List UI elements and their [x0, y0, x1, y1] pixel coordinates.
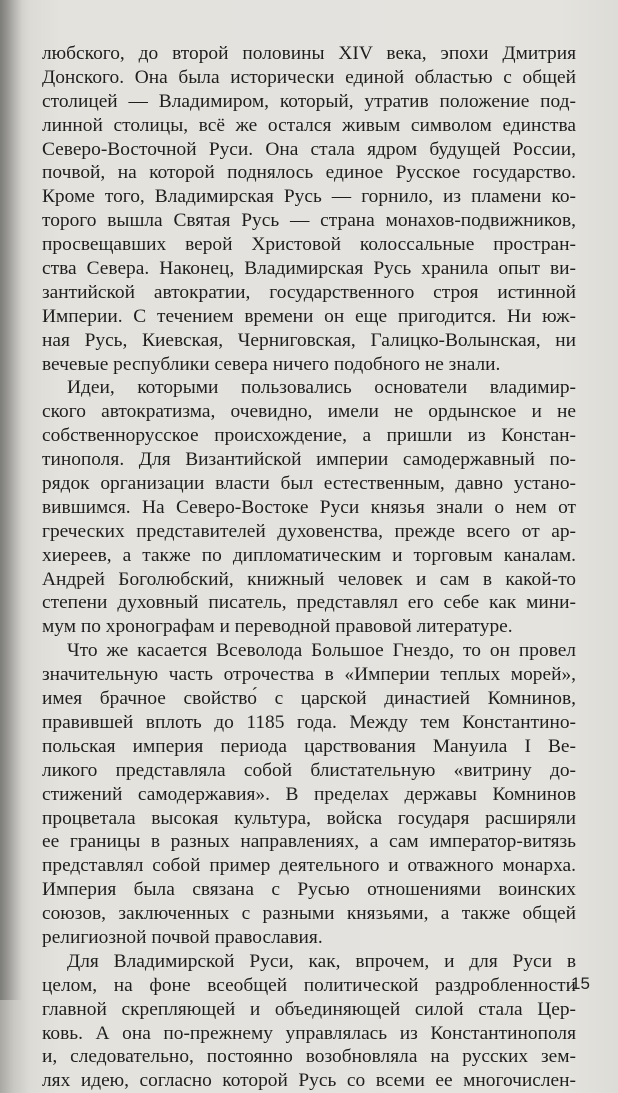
text-line: лях идею, согласно которой Русь со всеми ее многочислен-	[42, 1070, 576, 1092]
text-line: любского, до второй половины XIV века, эпохи Дмитрия	[42, 43, 576, 64]
text-line: вившимся. На Северо-Востоке Руси князья знали о нем от	[42, 496, 576, 518]
text-line: ского автократизма, очевидно, имели не ордынское и не	[42, 401, 576, 423]
text-line: союзов, заключенных с разными князьями, а также общей	[42, 903, 576, 925]
book-gutter-shadow	[0, 0, 22, 1000]
text-line: ная Русь, Киевская, Черниговская, Галицко-Волынская, ни	[42, 329, 576, 351]
text-line: главной скрепляющей и объединяющей силой стала Цер-	[42, 998, 576, 1020]
text-line: Идеи, которыми пользовались основатели владимир-	[67, 377, 576, 399]
text-line: целом, на фоне всеобщей политической раздробленности	[42, 974, 576, 996]
text-line: Северо-Восточной Руси. Она стала ядром будущей России,	[42, 138, 576, 160]
text-line: Донского. Она была исторически единой областью с общей	[42, 66, 576, 88]
text-line: торого вышла Святая Русь — страна монахов-подвижников,	[42, 210, 576, 232]
text-line: вечевые республики севера ничего подобного не знали.	[42, 353, 501, 375]
text-line: стижений самодержавия». В пределах державы Комнинов	[42, 783, 576, 805]
text-line: линной столицы, всё же остался живым символом единства	[42, 114, 576, 136]
text-line: правившей вплоть до 1185 года. Между тем Константино-	[42, 711, 576, 733]
text-line: столицей — Владимиром, который, утратив положение под-	[42, 90, 576, 112]
text-line: представлял собой пример деятельного и отважного монарха.	[42, 855, 576, 877]
page-body-text	[42, 42, 576, 1093]
text-line: ее границы в разных направлениях, а сам император-витязь	[42, 831, 576, 853]
text-line: польская империя периода царствования Мануила I Ве-	[42, 735, 576, 757]
text-line: Кроме того, Владимирская Русь — горнило, из пламени ко-	[42, 186, 576, 208]
text-line: мум по хронографам и переводной правовой литературе.	[42, 616, 513, 638]
text-line: Что же касается Всеволода Большое Гнездо, то он провел	[67, 640, 576, 662]
text-line: просвещавших верой Христовой колоссальные простран-	[42, 234, 576, 256]
text-line: Для Владимирской Руси, как, впрочем, и для Руси в	[67, 950, 576, 972]
text-line: собственнорусское происхождение, а пришли из Констан-	[42, 425, 576, 447]
text-line: тинополя. Для Византийской империи самодержавный по-	[42, 449, 576, 471]
text-line: процветала высокая культура, войска государя расширяли	[42, 807, 576, 829]
text-line: Андрей Боголюбский, книжный человек и сам в какой-то	[42, 568, 576, 590]
text-line: ликого представляла собой блистательную «витрину до-	[42, 759, 576, 781]
page-number: 15	[571, 974, 590, 993]
text-line: греческих представителей духовенства, прежде всего от ар-	[42, 520, 576, 542]
text-line: Империи. С течением времени он еще пригодится. Ни юж-	[42, 305, 576, 327]
text-line: хиереев, а также по дипломатическим и торговым каналам.	[42, 544, 576, 566]
text-line: зантийской автократии, государственного строя истинной	[42, 281, 576, 303]
text-line: имея брачное свойство́ с царской династией Комнинов,	[42, 688, 576, 710]
text-line: почвой, на которой поднялось единое Русское государство.	[42, 162, 576, 184]
text-line: степени духовный писатель, представлял его себе как мини-	[42, 592, 576, 614]
text-line: рядок организации власти был естественным, давно устано-	[42, 473, 576, 495]
text-line: и, следовательно, постоянно возобновляла на русских зем-	[42, 1046, 576, 1068]
text-line: значительную часть отрочества в «Империи теплых морей»,	[42, 664, 576, 686]
text-line: ковь. А она по-прежнему управлялась из Константинополя	[42, 1022, 576, 1044]
text-line: Империя была связана с Русью отношениями воинских	[42, 879, 576, 901]
text-line: религиозной почвой православия.	[42, 926, 323, 948]
text-line: ства Севера. Наконец, Владимирская Русь хранила опыт ви-	[42, 258, 576, 280]
